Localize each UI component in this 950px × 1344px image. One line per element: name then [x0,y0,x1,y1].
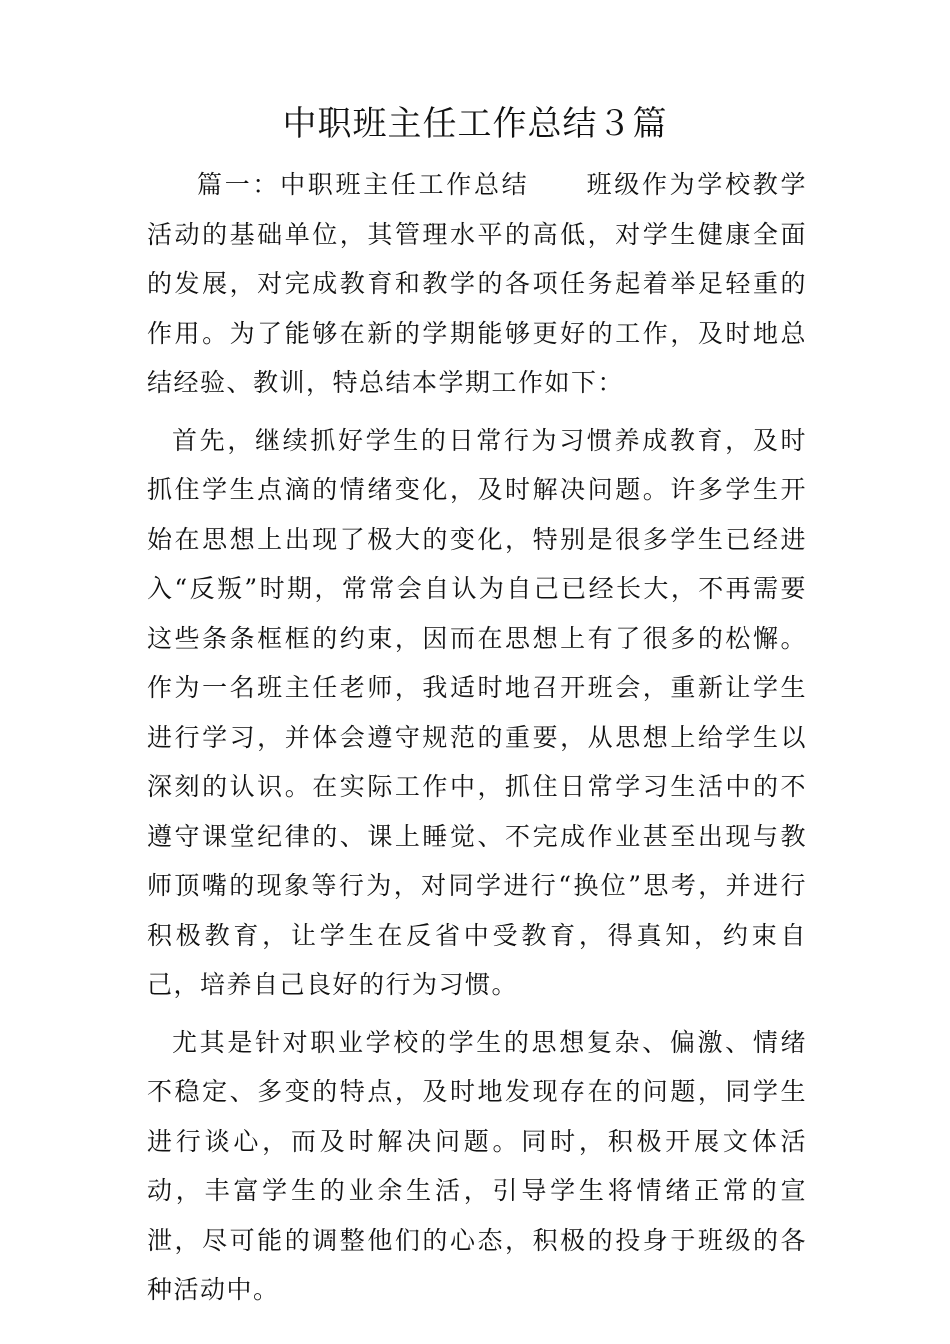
intro-paragraph [147,160,807,408]
document-body [147,160,807,1315]
body-paragraph: 首先，继续抓好学生的日常行为习惯养成教育，及时抓住学生点滴的情绪变化，及时解决问题。许多学生开始在思想上出现了极大的变化，特别是很多学生已经进入“反叛”时期，常常会自认为自己已经长大，不再需要这些条条框框的约束，因而在思想上有了很多的松懈。作为一名班主任老师，我适时地召开班会，重新让学生进行学习，并体会遵守规范的重要，从思想上给学生以深刻的认识。在实际工作中，抓住日常学习生活中的不遵守课堂纪律的、课上睡觉、不完成作业甚至出现与教师顶嘴的现象等行为，对同学进行“换位”思考，并进行积极教育，让学生在反省中受教育，得真知，约束自己，培养自己良好的行为习惯。 [147,425,807,999]
intro-heading: 篇一：中职班主任工作总结 [197,170,530,199]
body-paragraph: 尤其是针对职业学校的学生的思想复杂、偏激、情绪不稳定、多变的特点，及时地发现存在的问题，同学生进行谈心，而及时解决问题。同时，积极开展文体活动，丰富学生的业余生活，引导学生将情绪正常的宣泄，尽可能的调整他们的心态，积极的投身于班级的各种活动中。 [147,1027,807,1304]
document-title: 中职班主任工作总结３篇 [282,104,668,144]
intro-text: 班级作为学校教学活动的基础单位，其管理水平的高低，对学生健康全面的发展，对完成教育和教学的各项任务起着举足轻重的作用。为了能够在新的学期能够更好的工作，及时地总结经验、教训，特总结本学期工作如下： [147,170,807,397]
